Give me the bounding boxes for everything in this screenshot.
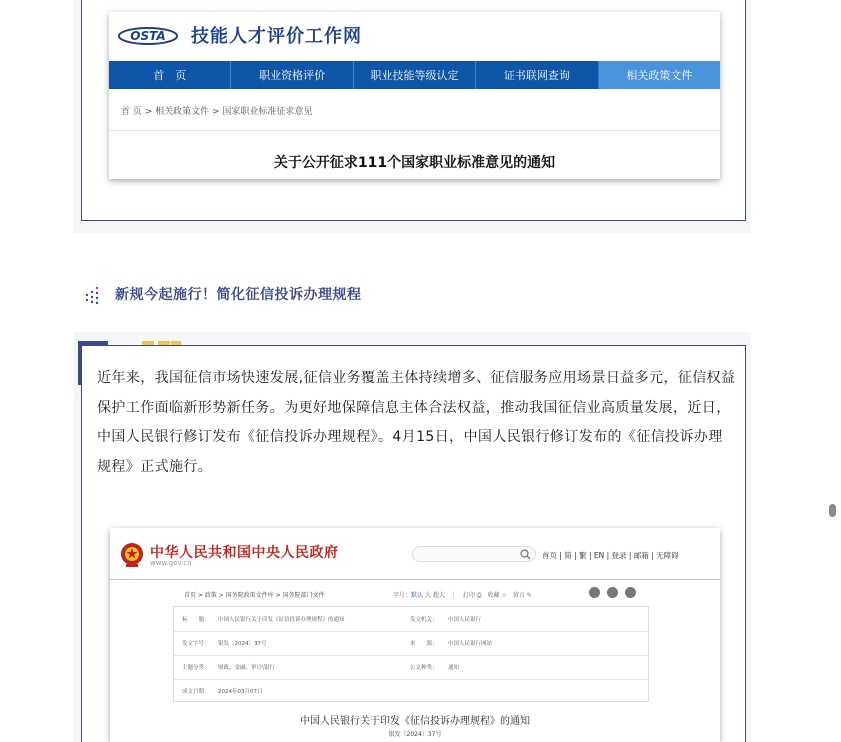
osta-divider [109, 130, 720, 131]
gov-doc-title: 中国人民银行关于印发《征信投诉办理规程》的通知 [300, 716, 530, 727]
nav-item-home[interactable]: 首 页 [109, 61, 231, 89]
gov-tools-rest[interactable]: 大 超大 ｜ 打印 ⎙ 收藏 ☆ 留言 ✎ [423, 592, 532, 599]
osta-logo-text: OSTA [130, 29, 166, 43]
osta-nav-bar [109, 61, 720, 89]
gov-doc-number: 银发〔2024〕37号 [388, 731, 442, 738]
gov-tools-bar[interactable] [393, 590, 532, 600]
wechat-share-icon[interactable] [607, 587, 618, 598]
scrollbar-thumb[interactable] [829, 504, 836, 517]
osta-notice-heading: 关于公开征求111个国家职业标准意见的通知 [273, 155, 556, 171]
meta-value: 中国人民银行网站 [448, 641, 493, 647]
nav-item-qualification[interactable]: 职业资格评价 [231, 61, 353, 89]
dots-decor-icon [85, 286, 101, 304]
meta-label: 来 源： [410, 641, 438, 647]
meta-row [174, 679, 650, 703]
gov-search-input[interactable] [412, 546, 536, 562]
meta-label: 发文字号： [182, 641, 210, 647]
accent-bar-yellow [158, 341, 170, 345]
osta-logo-icon [117, 24, 179, 46]
gov-meta-table [173, 606, 649, 702]
nav-item-certificate-query[interactable]: 证书联网查询 [476, 61, 598, 89]
meta-value: 2024年03月07日 [218, 689, 263, 695]
font-size-label: 字号： [393, 592, 412, 599]
meta-row [174, 607, 650, 631]
weibo-share-icon[interactable] [589, 587, 600, 598]
meta-value: 财政、金融、审计\银行 [218, 665, 275, 671]
gov-header-divider [110, 579, 720, 580]
corner-accent-vertical [78, 341, 82, 385]
nav-item-skill-level[interactable]: 职业技能等级认定 [354, 61, 476, 89]
font-size-default[interactable]: 默认 [411, 592, 424, 599]
meta-value: 中国人民银行关于印发《征信投诉办理规程》的通知 [218, 617, 345, 623]
national-emblem-icon [120, 542, 144, 568]
meta-label: 主题分类： [182, 665, 210, 671]
accent-bar-yellow [142, 341, 154, 345]
article-paragraph: 近年来，我国征信市场快速发展,征信业务覆盖主体持续增多、征信服务应用场景日益多元，征信权益保护工作面临新形势新任务。为更好地保障信息主体合法权益，推动我国征信业高质量发展，近日，中国人民银行修订发布《征信投诉办理规程》。4月15日，中国人民银行修订发布的《征信投诉办理规程》正式施行。 [97, 370, 736, 475]
meta-row [174, 631, 650, 655]
section-title: 新规今起施行！简化征信投诉办理规程 [115, 287, 362, 303]
meta-label: 发文机关： [410, 617, 438, 623]
nav-item-policy-docs[interactable]: 相关政策文件 [599, 61, 720, 89]
meta-label: 公文种类： [410, 665, 438, 671]
gov-screenshot [110, 528, 720, 742]
meta-row [174, 655, 650, 679]
osta-breadcrumb: 首 页 > 相关政策文件 > 国家职业标准征求意见 [121, 107, 313, 117]
gov-site-url: www.gov.cn [150, 559, 192, 567]
corner-accent-horizontal [78, 341, 108, 345]
favorite-share-icon[interactable] [625, 587, 636, 598]
meta-label: 标 题： [182, 617, 210, 623]
search-icon[interactable] [520, 549, 531, 560]
meta-label: 成文日期： [182, 689, 210, 695]
accent-bar-yellow [171, 341, 181, 345]
osta-site-title: 技能人才评价工作网 [191, 26, 362, 47]
gov-top-links[interactable]: 首页 | 简 | 繁 | EN | 登录 | 邮箱 | 无障碍 [542, 551, 679, 560]
meta-value: 银发〔2024〕37号 [218, 641, 267, 647]
meta-value: 通知 [448, 665, 460, 671]
osta-screenshot [109, 12, 720, 179]
meta-value: 中国人民银行 [448, 617, 482, 623]
gov-breadcrumb[interactable]: 首页 > 政策 > 国务院政策文件库 > 国务院部门文件 [184, 592, 325, 599]
gov-site-name: 中华人民共和国中央人民政府 [150, 545, 339, 561]
